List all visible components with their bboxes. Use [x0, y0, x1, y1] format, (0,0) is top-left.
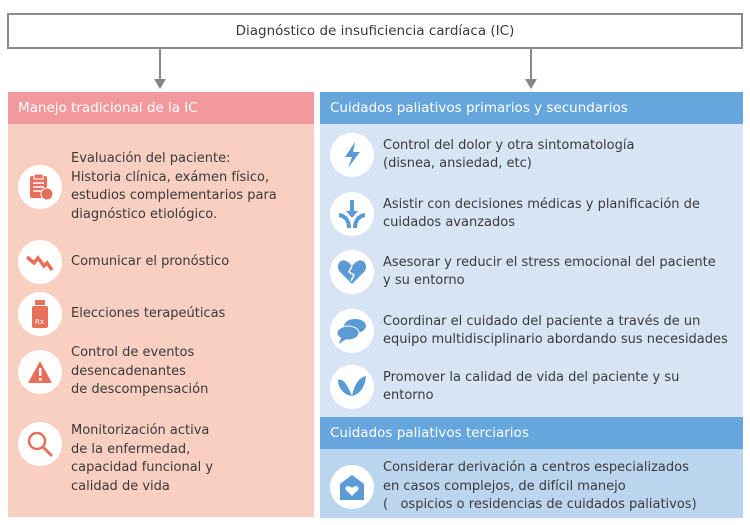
list-item: [330, 250, 716, 294]
item-text: calidad de vida: [71, 478, 170, 494]
item-text: capacidad funcional y: [71, 460, 214, 475]
list-item: [330, 192, 700, 236]
panel-header: Manejo tradicional de la IC: [8, 92, 314, 124]
clipboard-heart-icon: [18, 165, 62, 209]
item-text: Considerar derivación a centros especializados: [383, 460, 689, 475]
split-arrows-icon: [330, 192, 374, 236]
panel-header: Cuidados paliativos primarios y secundarios: [320, 92, 743, 124]
item-text: Comunicar el pronóstico: [71, 253, 230, 269]
list-item: [18, 240, 229, 284]
item-text: equipo multidisciplinario abordando sus necesidades: [383, 332, 728, 347]
list-item: [330, 365, 679, 409]
diagnosis-title: Diagnóstico de insuficiencia cardíaca (IC): [235, 23, 515, 39]
panel-header: Cuidados paliativos terciarios: [320, 417, 743, 449]
list-item: [18, 150, 277, 224]
list-item: [330, 459, 697, 515]
item-text: estudios complementarios para: [71, 188, 277, 203]
palliative-tertiary-panel: [320, 417, 743, 518]
magnifier-icon: [18, 422, 62, 466]
item-text: Control del dolor y otra sintomatología: [383, 137, 635, 153]
diagnosis-box: [7, 13, 743, 49]
item-text: Asesorar y reducir el stress emocional del paciente: [383, 254, 716, 270]
item-text: cuidados avanzados: [383, 215, 515, 230]
item-text: Elecciones terapeúticas: [71, 305, 226, 321]
arrow-left: [159, 49, 161, 81]
lightning-icon: [330, 133, 374, 177]
house-heart-icon: [330, 465, 374, 509]
item-text: ( ospicios o residencias de cuidados paliativos): [383, 497, 697, 512]
item-text: Promover la calidad de vida del paciente y su: [383, 369, 680, 385]
list-item: [18, 422, 213, 496]
list-item: [18, 292, 225, 336]
item-text: desencadenantes: [71, 363, 186, 379]
item-text: y su entorno: [383, 273, 465, 288]
item-text: diagnóstico etiológico.: [71, 206, 218, 222]
item-text: entorno: [383, 388, 434, 403]
trend-down-icon: [18, 240, 62, 284]
item-text: Historia clínica, exámen físico,: [71, 169, 270, 185]
item-text: de descompensación: [71, 382, 209, 397]
item-text: en casos complejos, de difícil manejo: [383, 478, 626, 494]
traditional-management-panel: [8, 92, 314, 517]
arrow-right: [530, 49, 532, 81]
palliative-primary-secondary-panel: [320, 92, 743, 417]
item-text: Asistir con decisiones médicas y planificación de: [383, 196, 700, 212]
item-text: Evaluación del paciente:: [71, 151, 231, 166]
item-text: de la enfermedad,: [71, 441, 191, 457]
item-text: Monitorización activa: [71, 423, 210, 438]
list-item: [18, 344, 208, 400]
list-item: [330, 309, 728, 353]
item-text: Coordinar el cuidado del paciente a través de un: [383, 313, 701, 329]
broken-heart-icon: [330, 250, 374, 294]
item-text: Control de eventos: [71, 345, 195, 360]
svg-text:Rx: Rx: [35, 318, 45, 326]
item-text: (disnea, ansiedad, etc): [383, 156, 532, 171]
butterfly-icon: [330, 365, 374, 409]
list-item: [330, 133, 634, 177]
rx-bottle-icon: [18, 292, 62, 336]
warning-icon: [18, 350, 62, 394]
speech-bubbles-icon: [330, 309, 374, 353]
